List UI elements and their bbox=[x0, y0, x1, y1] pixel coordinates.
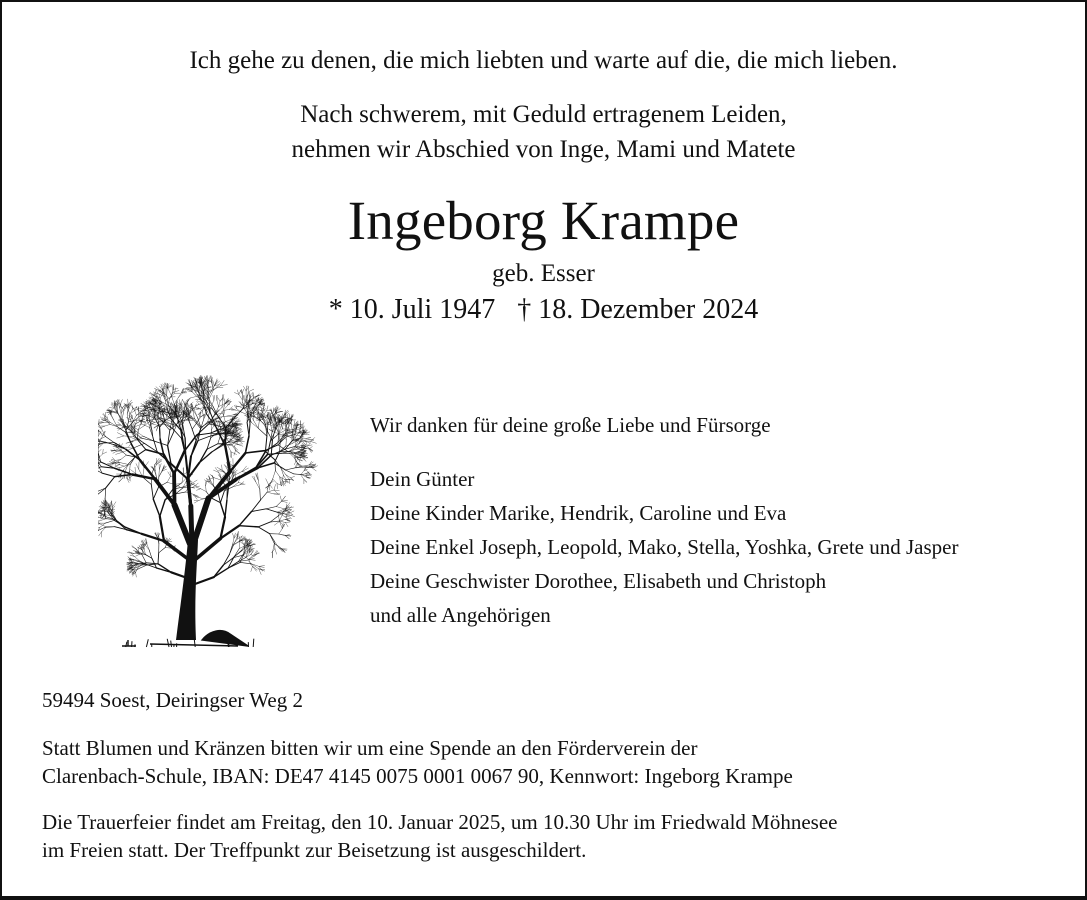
motto-quote: Ich gehe zu denen, die mich liebten und warte auf die, die mich lieben. bbox=[189, 47, 898, 74]
deceased-name: Ingeborg Krampe bbox=[347, 190, 740, 251]
donation-line-2: Clarenbach-Schule, IBAN: DE47 4145 0075 0001 0067 90, Kennwort: Ingeborg Krampe bbox=[42, 764, 793, 788]
birth-date: * 10. Juli 1947 bbox=[328, 294, 496, 325]
family-line: Deine Geschwister Dorothee, Elisabeth und Christoph bbox=[370, 569, 827, 593]
bare-tree-icon bbox=[98, 354, 342, 666]
life-dates bbox=[2, 292, 1085, 328]
birth-name: geb. Esser bbox=[492, 260, 595, 287]
family-line: Deine Enkel Joseph, Leopold, Mako, Stella, Yoshka, Grete und Jasper bbox=[370, 535, 959, 559]
ceremony-note bbox=[42, 808, 838, 864]
ceremony-line-2: im Freien statt. Der Treffpunkt zur Beisetzung ist ausgeschildert. bbox=[42, 838, 587, 862]
ceremony-line-1: Die Trauerfeier findet am Freitag, den 10. Januar 2025, um 10.30 Uhr im Friedwald Möhnesee bbox=[42, 810, 838, 834]
donation-note bbox=[42, 734, 793, 790]
donation-line-1: Statt Blumen und Kränzen bitten wir um eine Spende an den Förderverein der bbox=[42, 736, 698, 760]
family-line: Deine Kinder Marike, Hendrik, Caroline und Eva bbox=[370, 501, 787, 525]
thanks-text: Wir danken für deine große Liebe und Fürsorge bbox=[370, 413, 771, 437]
death-date: † 18. Dezember 2024 bbox=[517, 294, 759, 325]
family-list bbox=[370, 462, 958, 632]
family-line: Dein Günter bbox=[370, 467, 475, 491]
family-line: und alle Angehörigen bbox=[370, 603, 551, 627]
address: 59494 Soest, Deiringser Weg 2 bbox=[42, 688, 303, 712]
intro-line-1: Nach schwerem, mit Geduld ertragenem Leiden, bbox=[300, 101, 787, 128]
intro-line-2: nehmen wir Abschied von Inge, Mami und Matete bbox=[291, 136, 796, 163]
